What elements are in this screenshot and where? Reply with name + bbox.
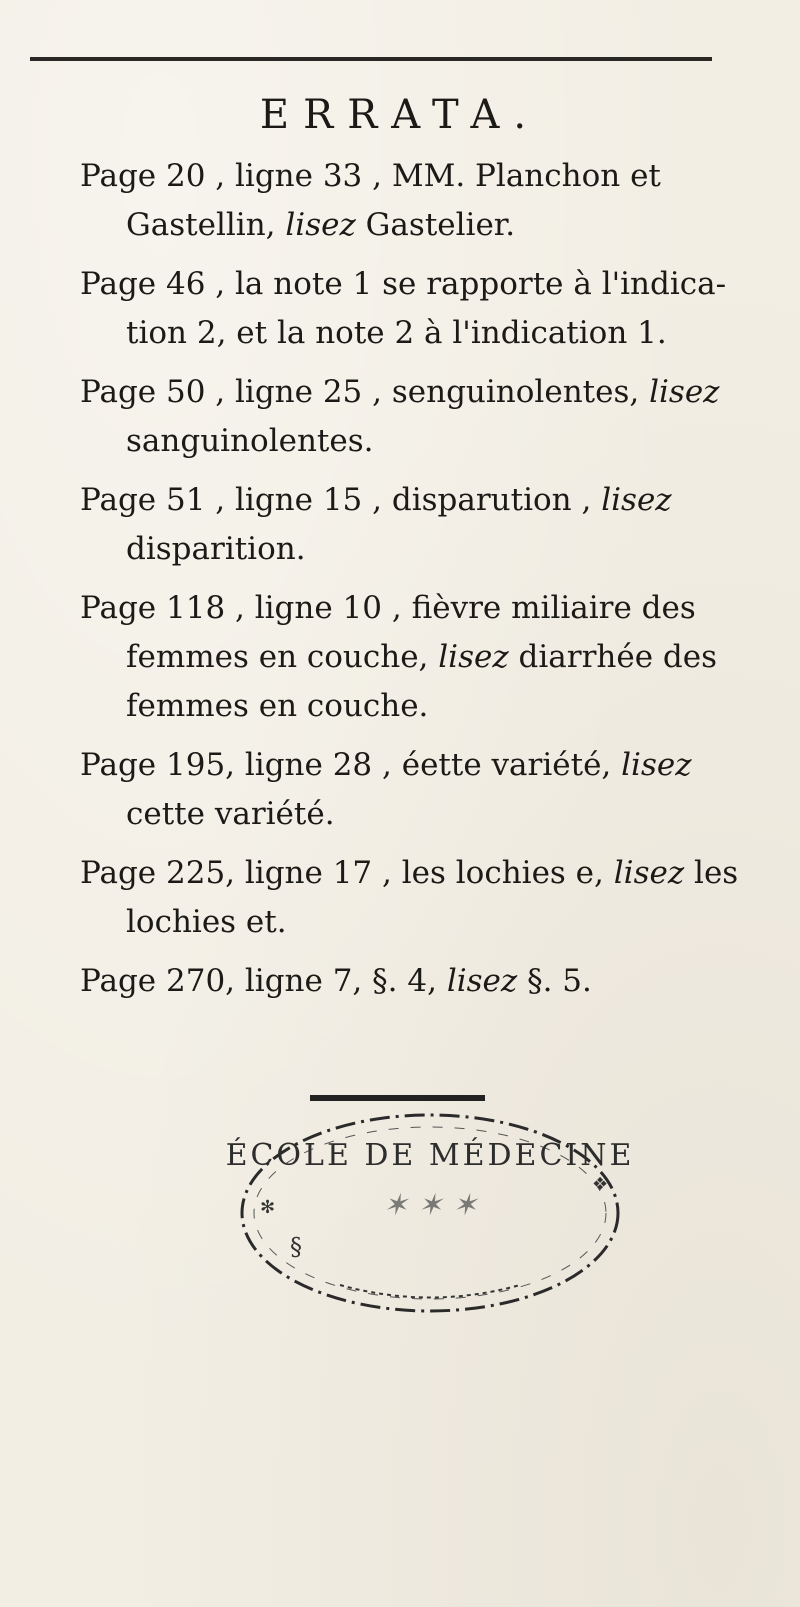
entry-page-ref: Page 51 , ligne 15 , [80,482,382,518]
errata-entry [80,584,770,731]
entry-error-text: §. 4, [372,963,437,999]
errata-entry [80,849,770,947]
library-stamp [220,1095,640,1325]
errata-entry [80,476,770,574]
entry-lisez: lisez [446,963,518,999]
entry-correction: les lochies et. [126,855,739,940]
entry-correction: disparition. [126,531,306,567]
svg-text:❖: ❖ [592,1174,609,1195]
svg-text:✶ ✶ ✶: ✶ ✶ ✶ [382,1188,478,1223]
stamp-top-text: ÉCOLE DE MÉDECINE [225,1138,635,1173]
entry-error-text: la note 1 se rapporte à l'indica- tion 2, et la note 2 à l'indication 1. [126,266,727,351]
entry-correction: §. 5. [527,963,592,999]
entry-lisez: lisez [601,482,672,518]
entry-error-text: les lochies e, [401,855,604,891]
entry-page-ref: Page 225, ligne 17 , [80,855,392,891]
entry-correction: Gastelier. [365,207,516,243]
entry-correction: diarrhée des femmes en couche. [126,639,718,724]
entry-error-text: senguinolentes, [391,374,640,410]
entry-page-ref: Page 46 , [80,266,226,302]
errata-entry [80,741,770,839]
entry-error-text: éette variété, [401,747,612,783]
page-title: ERRATA. [259,92,541,138]
entry-lisez: lisez [285,207,356,243]
errata-entry [80,368,770,466]
entry-error-text: MM. Planchon et Gastellin, [126,158,661,243]
entry-error-text: fièvre miliaire des femmes en couche, [126,590,696,675]
entry-correction: sanguinolentes. [126,423,374,459]
entry-page-ref: Page 50 , ligne 25 , [80,374,382,410]
stamp-seal-icon [220,1095,640,1325]
entry-lisez: lisez [621,747,692,783]
errata-entry [80,260,770,358]
entry-lisez: lisez [649,374,720,410]
entry-lisez: lisez [613,855,685,891]
top-rule-divider [30,57,712,61]
entry-page-ref: Page 270, ligne 7, [80,963,363,999]
svg-text:§: § [290,1233,302,1261]
entry-page-ref: Page 195, ligne 28 , [80,747,392,783]
entry-lisez: lisez [438,639,509,675]
errata-list [80,152,770,1016]
entry-correction: cette variété. [126,796,335,832]
errata-entry [80,957,770,1006]
svg-text:✻: ✻ [260,1197,276,1218]
entry-page-ref: Page 118 , ligne 10 , [80,590,402,626]
entry-error-text: disparution , [391,482,592,518]
errata-entry [80,152,770,250]
entry-page-ref: Page 20 , ligne 33 , [80,158,382,194]
